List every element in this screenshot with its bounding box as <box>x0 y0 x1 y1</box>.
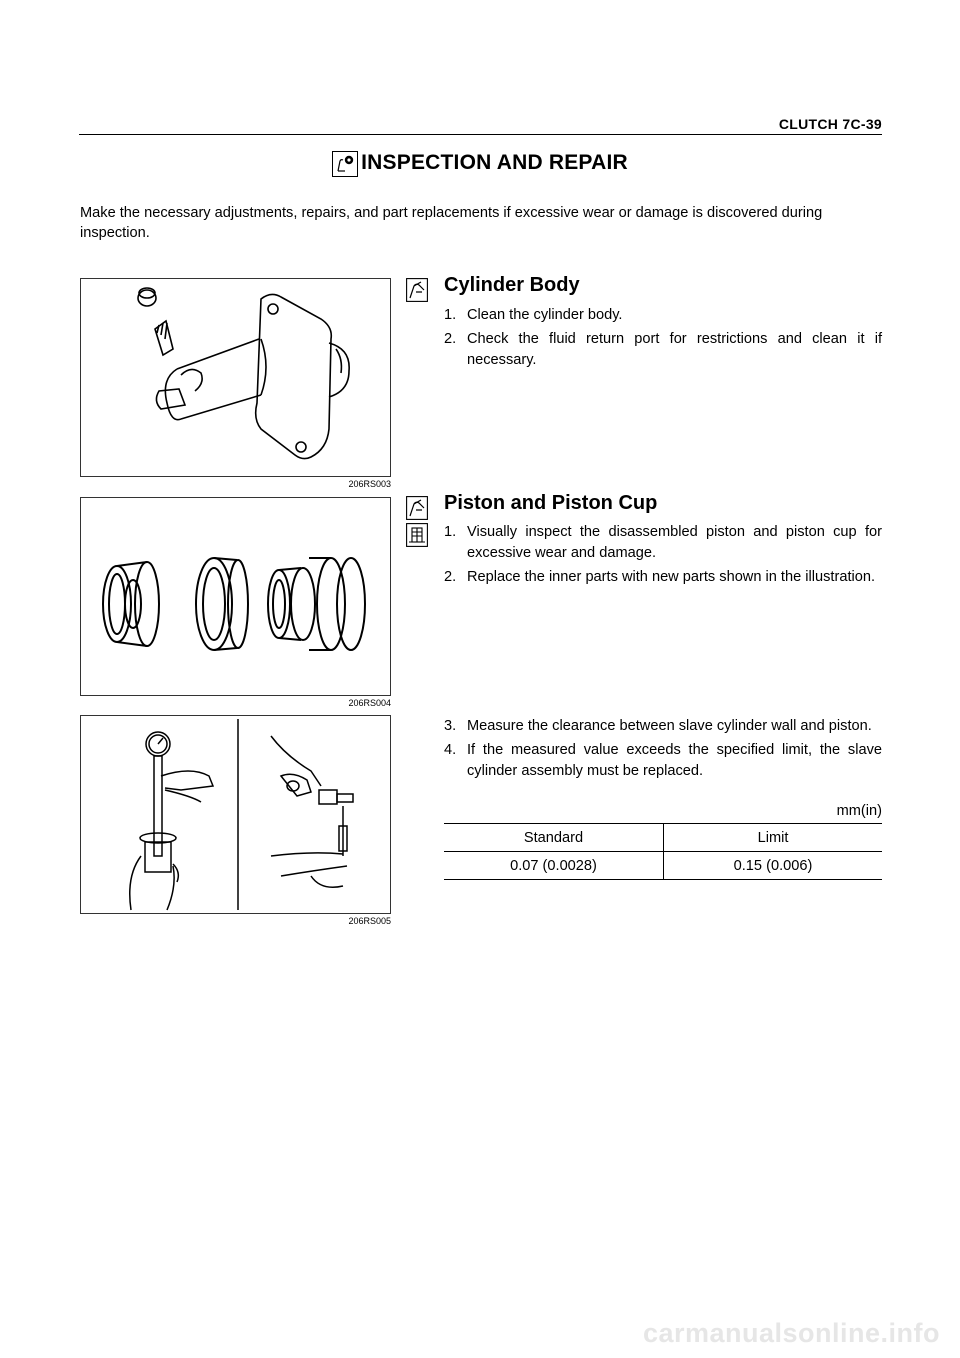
table-header-cell: Limit <box>664 824 883 852</box>
clean-hand-icon <box>406 496 428 520</box>
piston-cup-steps <box>444 522 882 591</box>
spec-unit: mm(in) <box>836 803 882 819</box>
header-rule <box>79 134 882 135</box>
page-header: CLUTCH 7C-39 <box>778 116 882 132</box>
table-cell: 0.15 (0.006) <box>664 852 883 880</box>
table-header-row <box>444 824 882 852</box>
table-header-cell: Standard <box>444 824 664 852</box>
parts-replace-icon <box>406 523 428 547</box>
section-title-block <box>0 150 960 181</box>
figure-cylinder-body <box>80 278 391 477</box>
table-cell: 0.07 (0.0028) <box>444 852 664 880</box>
list-item: 4. If the measured value exceeds the specified limit, the slave cylinder assembly must be replaced. <box>444 742 882 779</box>
section-title-piston-cup: Piston and Piston Cup <box>444 492 658 514</box>
figure-label: 206RS003 <box>348 479 391 489</box>
clean-hand-icon <box>406 278 428 302</box>
cylinder-body-steps <box>444 305 882 374</box>
list-item: 3. Measure the clearance between slave cylinder wall and piston. <box>444 718 872 734</box>
figure-label: 206RS004 <box>348 698 391 708</box>
intro-paragraph: Make the necessary adjustments, repairs, and part replacements if excessive wear or damage is discovered during inspection. <box>80 205 823 241</box>
page-title: INSPECTION AND REPAIR <box>361 151 628 174</box>
inspection-eye-icon <box>332 151 358 177</box>
list-item: 2. Check the fluid return port for restrictions and clean it if necessary. <box>444 331 882 368</box>
figure-label: 206RS005 <box>348 916 391 926</box>
section-title-cylinder-body: Cylinder Body <box>444 274 580 296</box>
footer-watermark: carmanualsonline.info <box>642 1318 940 1348</box>
list-item: 2. Replace the inner parts with new parts shown in the illustration. <box>444 569 876 585</box>
list-item: 1. Visually inspect the disassembled piston and piston cup for excessive wear and damage. <box>444 524 882 561</box>
measurement-steps <box>444 716 882 785</box>
cylinder-body-drawing <box>81 279 390 476</box>
figure-measuring <box>80 715 391 914</box>
table-row <box>444 852 882 880</box>
spec-table <box>444 823 882 880</box>
piston-and-cup-drawing <box>81 498 390 695</box>
list-item: 1. Clean the cylinder body. <box>444 307 623 323</box>
measuring-clearance-drawing <box>81 716 390 913</box>
figure-piston-parts <box>80 497 391 696</box>
